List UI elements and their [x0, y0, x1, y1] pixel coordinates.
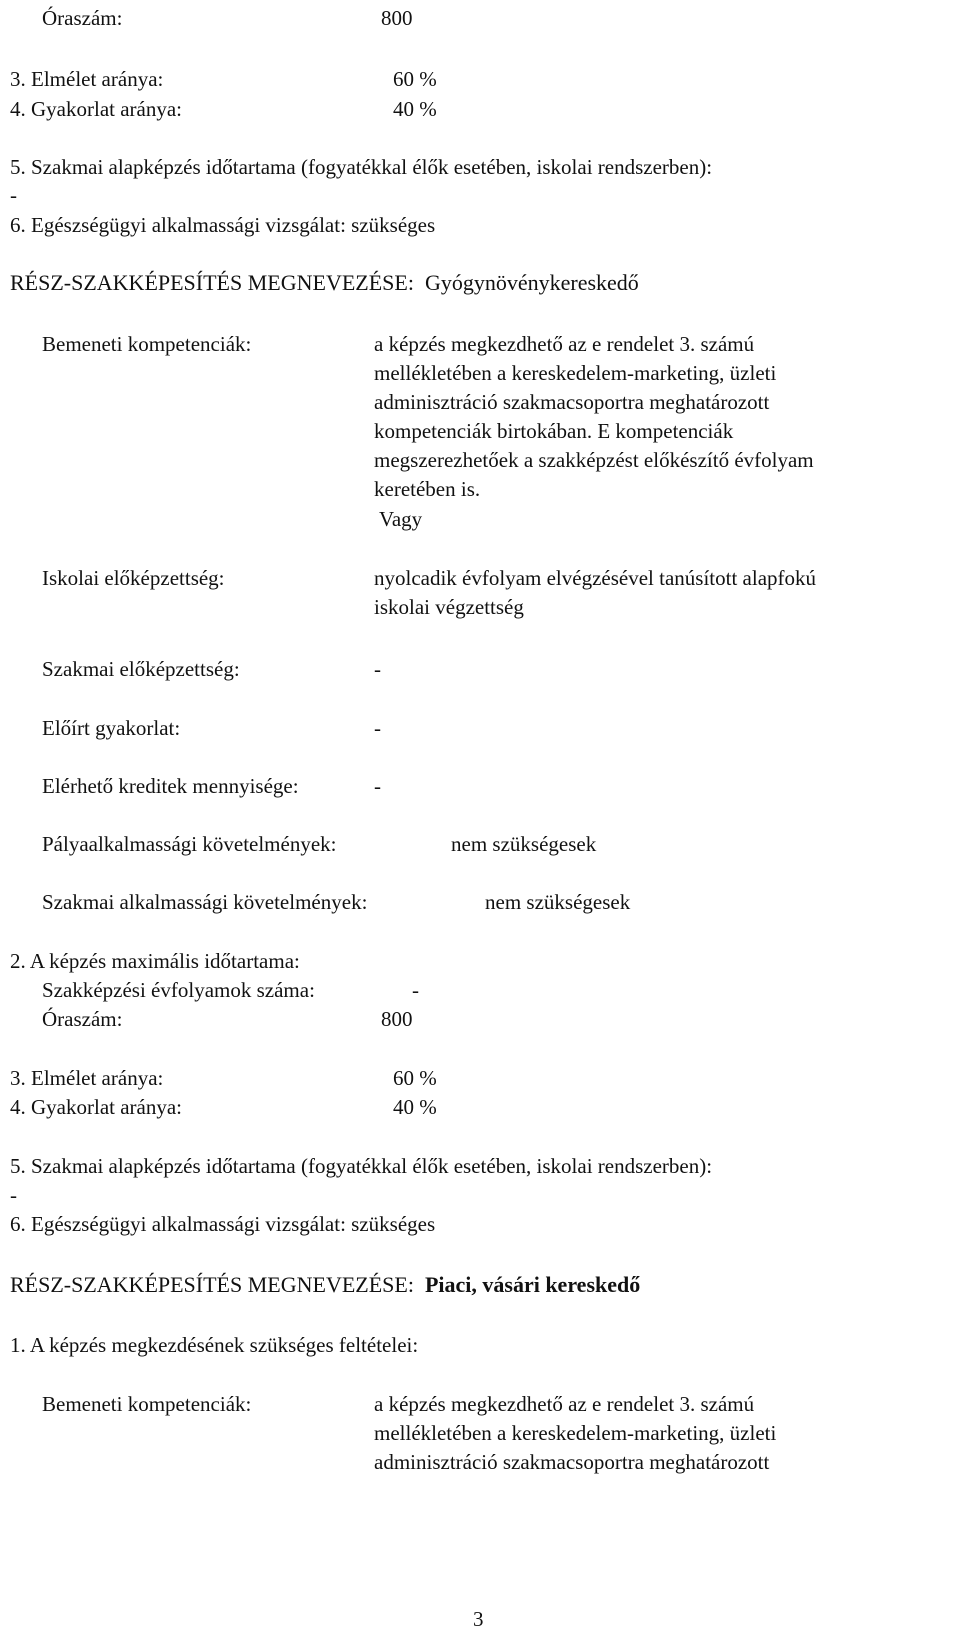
- bemeneti-line: adminisztráció szakmacsoportra meghatározott: [374, 390, 770, 414]
- iskolai-line: nyolcadik évfolyam elvégzésével tanúsított alapfokú: [374, 566, 817, 590]
- elmelet-value: 60 %: [393, 1066, 437, 1090]
- oraszam-value: 800: [381, 1007, 413, 1031]
- vagy-label: Vagy: [379, 507, 423, 531]
- iskolai-line: iskolai végzettség: [374, 595, 524, 619]
- bemeneti-line: keretében is.: [374, 477, 481, 501]
- elmelet-value: 60 %: [393, 67, 437, 91]
- eloirt-gyakorlat-label: Előírt gyakorlat:: [42, 716, 181, 740]
- section1-heading-prefix: RÉSZ-SZAKKÉPESÍTÉS MEGNEVEZÉSE:: [10, 270, 414, 295]
- kreditek-value: -: [374, 774, 381, 798]
- gyakorlat-label: 4. Gyakorlat aránya:: [10, 97, 183, 121]
- szakmai-alkalmassag-label: Szakmai alkalmassági követelmények:: [42, 890, 368, 914]
- bemeneti-line: mellékletében a kereskedelem-marketing, üzleti: [374, 361, 777, 385]
- szakmai-eloképzettseg-label: Szakmai előképzettség:: [42, 657, 240, 681]
- evfolyamok-value: -: [412, 978, 419, 1002]
- szakmai-alapkepzes: 5. Szakmai alapképzés időtartama (fogyatékkal élők esetében, iskolai rendszerben):: [10, 1154, 713, 1178]
- szakmai-alkalmassag-value: nem szükségesek: [485, 890, 631, 914]
- bemeneti-line: megszerezhetőek a szakképzést előkészítő évfolyam: [374, 448, 814, 472]
- section1-heading: [10, 270, 639, 296]
- palyaalkalmassag-label: Pályaalkalmassági követelmények:: [42, 832, 337, 856]
- section2-heading-name: Piaci, vásári kereskedő: [424, 1272, 641, 1297]
- evfolyamok-label: Szakképzési évfolyamok száma:: [42, 978, 315, 1002]
- gyakorlat-value: 40 %: [393, 1095, 437, 1119]
- iskolai-label: Iskolai előképzettség:: [42, 566, 225, 590]
- gyakorlat-label: 4. Gyakorlat aránya:: [10, 1095, 183, 1119]
- bemeneti-line: adminisztráció szakmacsoportra meghatározott: [374, 1450, 770, 1474]
- bemeneti-label: Bemeneti kompetenciák:: [42, 1392, 252, 1416]
- egeszsegugyi-vizsgalat: 6. Egészségügyi alkalmassági vizsgálat: szükséges: [10, 1212, 436, 1236]
- eloirt-gyakorlat-value: -: [374, 716, 381, 740]
- section2-heading: [10, 1272, 640, 1298]
- bemeneti-line: a képzés megkezdhető az e rendelet 3. számú: [374, 332, 755, 356]
- szakmai-eloképzettseg-value: -: [374, 657, 381, 681]
- bemeneti-line: kompetenciák birtokában. E kompetenciák: [374, 419, 734, 443]
- oraszam-label: Óraszám:: [42, 6, 123, 30]
- szakmai-alapkepzes-value: -: [10, 183, 17, 207]
- bemeneti-line: a képzés megkezdhető az e rendelet 3. számú: [374, 1392, 755, 1416]
- page-number: 3: [473, 1607, 484, 1631]
- szakmai-alapkepzes-value: -: [10, 1183, 17, 1207]
- oraszam-label: Óraszám:: [42, 1007, 123, 1031]
- oraszam-value: 800: [381, 6, 413, 30]
- kreditek-label: Elérhető kreditek mennyisége:: [42, 774, 299, 798]
- gyakorlat-value: 40 %: [393, 97, 437, 121]
- egeszsegugyi-vizsgalat: 6. Egészségügyi alkalmassági vizsgálat: szükséges: [10, 213, 436, 237]
- max-idotartam: 2. A képzés maximális időtartama:: [10, 949, 300, 973]
- elmelet-label: 3. Elmélet aránya:: [10, 1066, 164, 1090]
- bemeneti-line: mellékletében a kereskedelem-marketing, üzleti: [374, 1421, 777, 1445]
- kepzes-feltetelei: 1. A képzés megkezdésének szükséges feltételei:: [10, 1333, 419, 1357]
- section1-heading-name: Gyógynövénykereskedő: [424, 270, 639, 295]
- palyaalkalmassag-value: nem szükségesek: [451, 832, 597, 856]
- szakmai-alapkepzes: 5. Szakmai alapképzés időtartama (fogyatékkal élők esetében, iskolai rendszerben):: [10, 155, 713, 179]
- section2-heading-prefix: RÉSZ-SZAKKÉPESÍTÉS MEGNEVEZÉSE:: [10, 1272, 414, 1297]
- bemeneti-label: Bemeneti kompetenciák:: [42, 332, 252, 356]
- elmelet-label: 3. Elmélet aránya:: [10, 67, 164, 91]
